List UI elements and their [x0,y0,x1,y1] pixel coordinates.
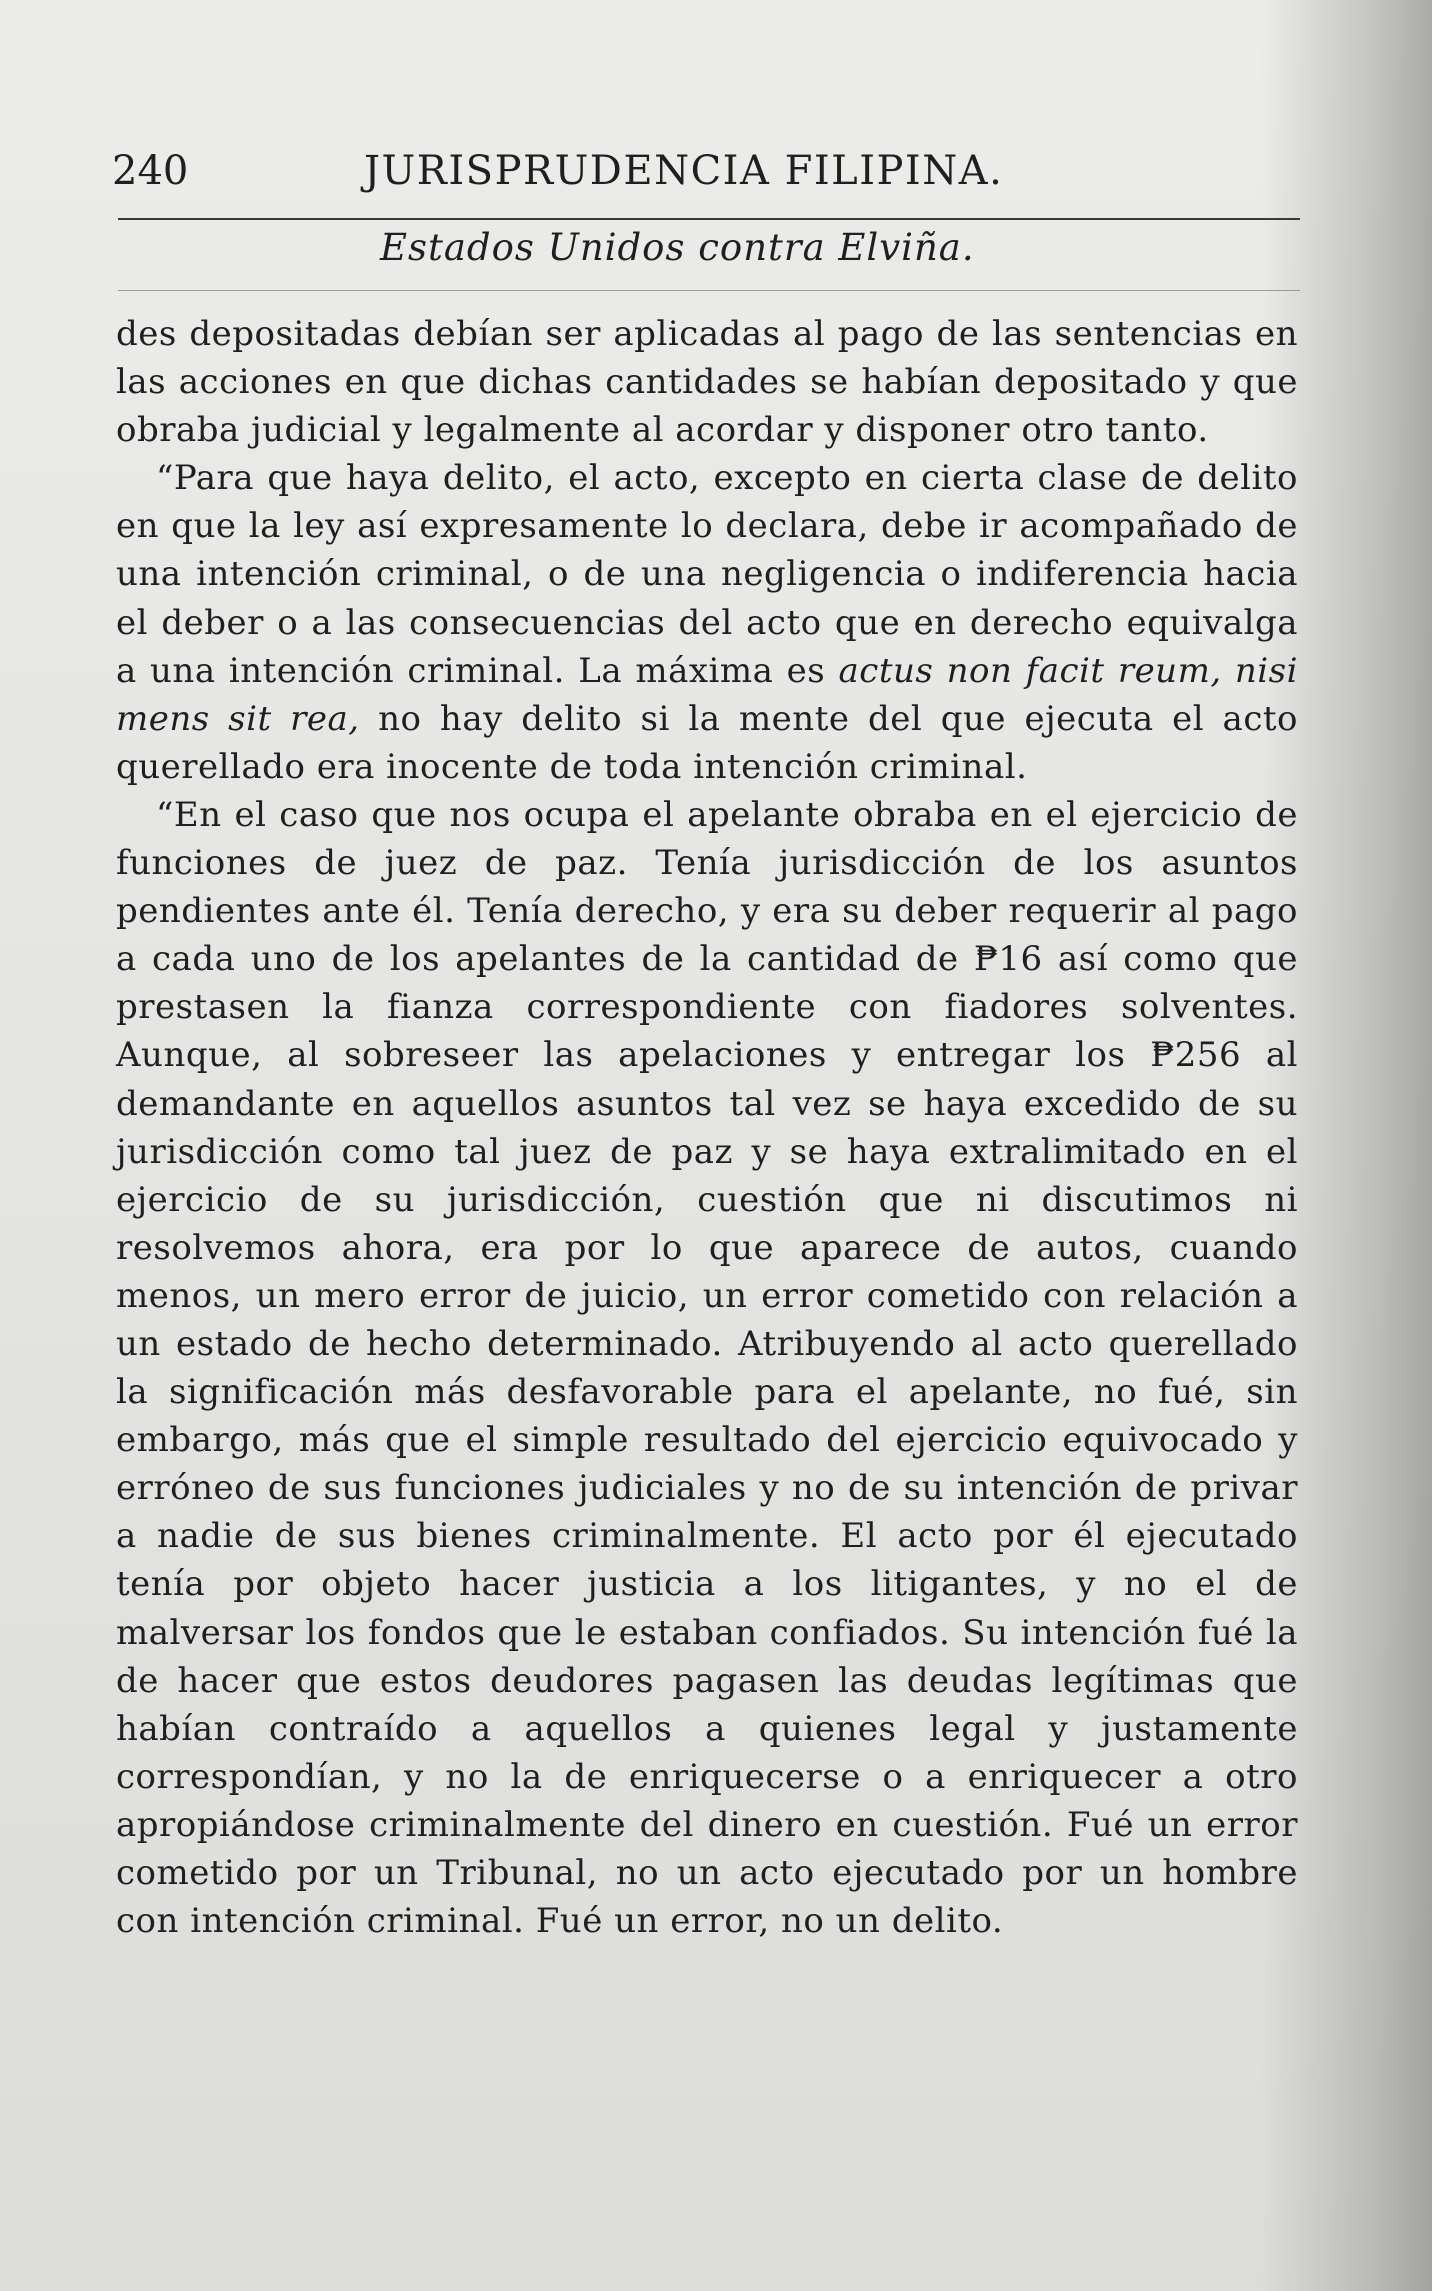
paragraph-quote-1 [116,454,1298,791]
header-rule [118,218,1300,220]
paragraph-quote-2: “En el caso que nos ocupa el apelante obraba en el ejercicio de funciones de juez de paz. Tenía jurisdicción de los asuntos pendientes ante él. Tenía derecho, y era su deber requerir al pago a cada uno de los apelantes de la cantidad de ₱16 así como que prestasen la fianza correspondiente con fiadores solventes. Aunque, al sobreseer las apelaciones y entregar los ₱256 al demandante en aquellos asuntos tal vez se haya excedido de su jurisdicción como tal juez de paz y se haya extralimitado en el ejercicio de su jurisdicción, cuestión que ni discutimos ni resolvemos ahora, era por lo que aparece de autos, cuando menos, un mero error de juicio, un error cometido con relación a un estado de hecho determinado. Atribuyendo al acto querellado la significación más desfavorable para el apelante, no fué, sin embargo, más que el simple resultado del ejercicio equivocado y erróneo de sus funciones judiciales y no de su intención de privar a nadie de sus bienes criminalmente. El acto por él ejecutado tenía por objeto hacer justicia a los litigantes, y no el de malversar los fondos que le estaban confiados. Su intención fué la de hacer que estos deudores pagasen las deudas legítimas que habían contraído a aquellos a quienes legal y justamente correspondían, y no la de enriquecerse o a enriquecer a otro apropiándose criminalmente del dinero en cuestión. Fué un error cometido por un Tribunal, no un acto ejecutado por un hombre con intención criminal. Fué un error, no un delito. [116,794,1298,1942]
latin-maxim: actus non facit reum, nisi mens sit rea, [116,650,1298,739]
page-header [112,148,1302,208]
running-title: JURISPRUDENCIA FILIPINA. [364,148,1004,194]
page-number: 240 [112,148,189,194]
header-rule-thin [118,290,1300,291]
body-text [116,310,1298,1945]
paragraph-text: “Para que haya delito, el acto, excepto en cierta clase de delito en que la ley así expresamente lo declara, debe ir acompañado de una intención criminal, o de una negligencia o indiferencia hacia el deber o a las consecuencias del acto que en derecho equivalga a una intención criminal. La máxima es [116,458,1298,691]
paragraph-text: no hay delito si la mente del que ejecuta el acto querellado era inocente de toda intención criminal. [116,698,1299,787]
case-title: Estados Unidos contra Elviña. [380,226,975,269]
paragraph-continuation: des depositadas debían ser aplicadas al pago de las sentencias en las acciones en que dichas cantidades se habían depositado y que obraba judicial y legalmente al acordar y disponer otro tanto. [116,314,1298,451]
